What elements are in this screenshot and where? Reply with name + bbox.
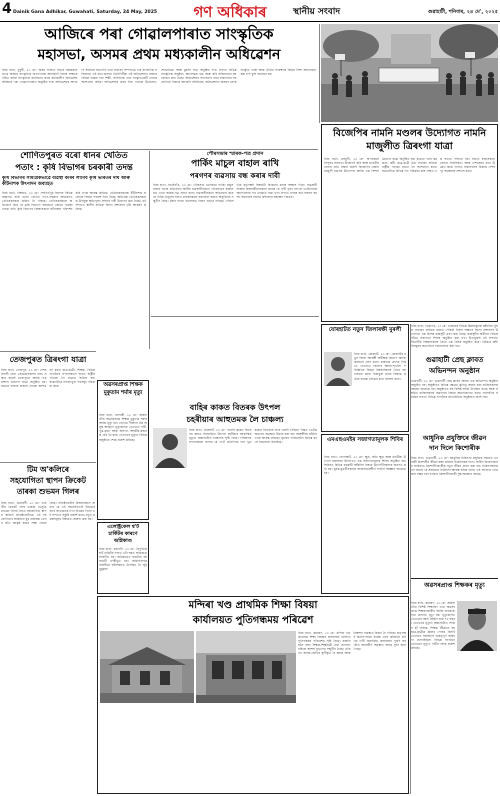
bjp-yatra-article bbox=[321, 124, 498, 322]
teacher-portrait bbox=[457, 601, 497, 651]
jorhat-portrait-image bbox=[324, 352, 352, 386]
school-photo-2 bbox=[196, 631, 296, 703]
digital-life-article bbox=[411, 434, 498, 576]
bjp-yatra-headline: বিজেপিৰ নামনি মণ্ডলৰ উদ্যোগত নামনি মাজুলীত ত্ৰিৰংগা যাত্ৰা bbox=[332, 128, 487, 152]
uthpal-portrait bbox=[153, 428, 187, 468]
cricket-article bbox=[0, 462, 96, 794]
lead-article bbox=[0, 24, 318, 148]
lead-body: নিজ বাৰ্তা, ধুবুৰী, ২৩ মে': অসম সাহিত্য সভাৰ সমান্তৰালভাৱে অসমৰ সাংস্কৃতিক জগতখনক আগবঢ়াই নিয়াৰ লক্ষ্যৰে গঠিত অসম সাংস্কৃতিক মহাসভাৰ প্ৰথম মধ্যকালীন অধিৱেশন আজিৰে পৰা গোৱালপাৰাত অনুষ্ঠিত হ'ব। অধিৱেশনৰ আদৰণি সমিতিৰ সভাপতি তথা সাধাৰণ সম্পাদকে এক সাংবাদিক সন্মিলনত এই কথা জনায়। তিনিদিনীয়া এই অধিৱেশনত ৰাজ্যৰ বিভিন্ন প্ৰান্তৰ পৰা শিল্পী, সাহিত্যিক তথা সংস্কৃতিপ্ৰেমী লোকে অংশগ্ৰহণ কৰিব। অধিৱেশনৰ প্ৰথম দিনা পতাকা উত্তোলন, শোভাযাত্ৰা আৰু মুকলি সভা অনুষ্ঠিত হ'ব। লগতে বিভিন্ন সাংস্কৃতিক অনুষ্ঠান, আলোচনা চক্ৰ আৰু কবি সন্মিলনৰো আয়োজন কৰা হৈছে। অধিৱেশনৰ সফলতাৰ বাবে সকলোৰে সহযোগিতা বিচাৰে আদৰণি সমিতিয়ে। অধিৱেশনত অসমৰ লোকসংস্কৃতি, ভাষা আৰু ঐতিহ্য সংৰক্ষণৰ বিষয়ে বিশদ আলোচনা কৰা হ'ব বুলি জনোৱা হয়। bbox=[2, 68, 316, 85]
retired-teacher-box bbox=[97, 380, 149, 520]
rally-photo bbox=[321, 24, 498, 122]
msme-article bbox=[321, 434, 409, 594]
cricket-headline-2: সহযোগিতা স্থাপন ক্ৰিকেট bbox=[10, 476, 86, 485]
retired-teacher-article bbox=[151, 318, 319, 400]
teacher-death-headline: অৱসৰপ্ৰাপ্ত শিক্ষকৰ মৃত্যু bbox=[424, 582, 485, 589]
parking-body: নিজ বাৰ্তা, বঙাইগাঁও, ২৩ মে': পৌৰসভা এলেকাত পাৰ্কিং মাচুল বাহাল ৰখাৰ প্ৰতিবাদত স্থানীয় ব্যৱসায়ীসকলে পৌৰসভাৰ কাৰ্যালয়ত এখন স্মাৰক-পত্ৰ প্ৰদান কৰে। ব্যৱসায়ীসকলে অভিযোগ কৰে যে পাৰ্কিং মাচুলৰ ফলত গ্ৰাহকসকলে বজাৰলৈ অহাত অসুবিধাৰ সন্মুখীন হৈছে। ইয়াৰ ফলত ব্যৱসায়ত বিৰূপ প্ৰভাৱ পৰিছে। পৌৰসভাৰ কৰ্তৃপক্ষই বিষয়টো বিবেচনা কৰাৰ আশ্বাস দিয়ে। ব্যৱসায়ী সংস্থাৰ বিষয়ববীয়াসকলে জনায় যে দাবী পূৰণ নহ'লে তেওঁলোকে আন্দোলনৰ পথ লোৱাত বাধ্য হ'ব। লগতে নগৰৰ যান-বাহনৰ সমস্যা সমাধানৰ বাবেও প্ৰশাসনৰ হস্তক্ষেপ বিচাৰে। bbox=[153, 183, 317, 204]
school-body: নিজ বাৰ্তা, কামৰূপ, ২৩ মে': মন্দিৰা খণ্ড প্ৰাথমিক শিক্ষা বিষয়াৰ কাৰ্যালয়ৰ চৌহদত পুতিগন্ধময় পৰিৱেশৰ সৃষ্টি হৈছে। কাৰ্যালয়লৈ অহা শিক্ষক-শিক্ষয়িত্ৰী তথা সাধাৰণ ৰাইজে অশেষ দুৰ্ভোগৰ সন্মুখীন হৈছে। চৌহদত জাবৰ-জোঁথৰ স্তূপীকৃত হৈ আছে আৰু নিষ্কাশন ব্যৱস্থাও বিকল হৈ পৰিছে। কৰ্তৃপক্ষই অনতিপলমে ব্যৱস্থা গ্ৰহণ কৰিবলৈ ৰাইজে দাবী জনাইছে। কাৰ্যালয়ৰ পুৰণি ঘৰটোও জৰাজীৰ্ণ অৱস্থাত আছে বুলি জনা গৈছে। bbox=[298, 631, 406, 656]
jorhat-article bbox=[321, 324, 409, 432]
digital-headline-2: দান দিলে কিশোৰীক bbox=[429, 444, 480, 452]
page-number: 4 bbox=[2, 1, 12, 17]
digital-body: নিজ বাৰ্তা, গুৱাহাটী, ২৩ মে': আধুনিক চিকিৎসা প্ৰযুক্তিৰ সহায়ত এগৰাকী কিশোৰীৰ জীৱন ৰক্ষা কৰিলে চিকিৎসকৰ দলে। জটিল অস্ত্ৰোপচাৰৰ জৰিয়তে কিশোৰীগৰাকীক নতুন জীৱন প্ৰদান কৰা হয়। চিকিৎসকসকলে জনায় যে সময়মতে চিকিৎসা আৰম্ভ কৰাৰ ফলত এই সফলতা লাভ কৰা সম্ভৱ হয়। বৰ্তমান কিশোৰীগৰাকী সুস্থ অৱস্থাত আছে। bbox=[411, 456, 498, 477]
paper-line: Dainik Gana Adhikar, Guwahati, Saturday, 24 May, 2025 bbox=[13, 10, 158, 15]
tezpur-article bbox=[0, 351, 96, 461]
parking-headline-2: পৰগণৰ ব্যৱসায় বন্ধ কৰাৰ দাবী bbox=[189, 171, 281, 180]
lead-headline-1: আজিৰে পৰা গোৱালপাৰাত সাংস্কৃতিক bbox=[44, 25, 274, 43]
agri-body: নিজ বাৰ্তা, বিশ্বনাথ, ২৩ মে': শোণিতপুৰ জিলাৰ বিভিন্ন অঞ্চলত বৰো ধানৰ খেতিত পতং-পৰুৱাৰ আক্ৰমণত খেতিয়কসকল চিন্তিত হৈ পৰিছে। খেতিয়কসকলে অভিযোগ কৰে যে কৃষি বিভাগে সময়মতে কোনো ব্যৱস্থা লোৱা নাই। কৃষি বিভাগৰ বিষয়াসকলে ঘটনাস্থল পৰিদৰ্শন কৰি তদন্ত আৰম্ভ কৰিছে। খেতিয়কসকলক কীটনাশক প্ৰয়োগৰ বিষয়ে পৰামৰ্শ দিয়া হৈছে। ক্ষতিগ্ৰস্ত খেতিয়কসকলক উপযুক্ত ক্ষতিপূৰণ প্ৰদানৰ দাবী উত্থাপন কৰা হৈছে। এই সন্দৰ্ভত স্থানীয় ৰাইজে জিলা প্ৰশাসনৰ দৃষ্টি আকৰ্ষণ কৰিছে। bbox=[2, 191, 146, 212]
logo-text: গণ অধিকাৰ bbox=[193, 3, 267, 21]
cricket-body: নিজ বাৰ্তা, গুৱাহাটী, ২৩ মে': ভাৰতীয় ক্ৰিকেট দলৰ তাৰকা খেলুৱৈ শুভমন গিলৰ সৈতে সহযোগিতা স্থাপন কৰিলে প্ৰতিষ্ঠানটোৱে। এই সহযোগিতাৰ জৰিয়তে যুৱ প্ৰজন্মক খেলৰ প্ৰতি আকৃষ্ট কৰাৰ লক্ষ্য লোৱা হৈছে। প্ৰতিষ্ঠানটোৰ বিষয়াসকলে জনায় যে এই সহযোগিতাই উভয়ৰে বাবে লাভজনক হ'ব। শুভমন গিলে এই সন্দৰ্ভত সন্তুষ্টি প্ৰকাশ কৰে। নতুন প্ৰকল্পসমূহৰ বিষয়েও ঘোষণা কৰা হয়। bbox=[1, 501, 95, 526]
school-body-lower bbox=[100, 705, 296, 791]
retired-teacher-body: নিজ বাৰ্তা, নলবাৰী, ২৩ মে': অঞ্চলটোৰ অৱসৰপ্ৰাপ্ত শিক্ষক মুকুতাম শৰ্মাৰ আজি মৃত্যু হয়। তেখেত দীৰ্ঘদিন ধৰি অসুস্থ আছিল। মৃত্যুকালত তেখেতে পত্নী, পুত্ৰ-কন্যা আৰু অসংখ্য আত্মীয়-স্বজনক এৰি থৈ যায়। তেখেতৰ মৃত্যুত বিভিন্ন অনুষ্ঠানে শোক প্ৰকাশ কৰিছে। bbox=[99, 413, 147, 442]
tezpur-headline: তেজপুৰত ত্ৰিৰংগা যাত্ৰা bbox=[9, 355, 87, 364]
school-photo-1 bbox=[100, 631, 194, 703]
teacher-death-article bbox=[411, 578, 498, 794]
fire-headline: এলেক্ট্ৰিকেল শ্ব'ৰ্ট চাৰ্কিটৰ কাৰণে অগ্নিকাণ্ড bbox=[106, 524, 140, 544]
uthpal-body: নিজ বাৰ্তা, যোৰহাট, ২৩ মে': বাতৰি কাকত বিতৰণৰ কামত নিয়োজিত উৎপল চহৰীয়াৰ আকস্মিক মৃত্যুত অঞ্চলটোত চাঞ্চল্যৰ সৃষ্টি হৈছে। পৰিয়ালৰ সদস্যসকলে জনায় যে তেওঁ প্ৰতিদিনৰ দৰে পুৱা কাকত বিতৰণৰ বাবে ওলাই গৈছিল। পিছত তেওঁক অচেতন অৱস্থাত উদ্ধাৰ কৰা হয়। আৰক্ষীয়ে ঘটনাৰ তদন্ত আৰম্ভ কৰিছে। মৃতকৰ পৰিয়াললৈ বিভিন্ন মহলে সমবেদনা জনাইছে। bbox=[189, 428, 317, 445]
retired-teacher-headline: অৱসৰপ্ৰাপ্ত শিক্ষক মুকুতাম শৰ্মাৰ মৃত্যু bbox=[103, 382, 143, 396]
parking-headline-1: পাৰ্কিং মাচুল বাহাল ৰাখি bbox=[191, 159, 279, 169]
press-headline-1: গুৱাহাটী প্ৰেছ ক্লাবত bbox=[425, 356, 484, 364]
school-photo-2-image bbox=[196, 631, 296, 703]
uthpal-portrait-image bbox=[153, 428, 187, 468]
agri-article bbox=[0, 151, 148, 349]
dateline-right: গুৱাহাটী, শনিবাৰ, ২৪ মে', ২০২৫ bbox=[428, 9, 498, 15]
press-body: গুৱাহাটী, ২৩ মে': গুৱাহাটী প্ৰেছ ক্লাবত আজি এক অভিনন্দন অনুষ্ঠান অনুষ্ঠিত হয়। অনুষ্ঠানত বিভিন্ন ক্ষেত্ৰত কৃতিত্ব অৰ্জন কৰা ব্যক্তিসকলক সম্বৰ্ধনা জনোৱা হয়। অনুষ্ঠানত বহু বিশিষ্ট ব্যক্তি উপস্থিত থাকে আৰু সম্বৰ্ধিত ব্যক্তিসকলৰ অৱদানৰ বিষয়ে আলোকপাত কৰে। সাংবাদিক সমাজৰ লগতে বিভিন্ন সংগঠনৰ প্ৰতিনিধিয়ে অনুষ্ঠানত অংশ লয়। bbox=[411, 379, 498, 400]
jorhat-body: নিজ বাৰ্তা, যোৰহাট, ২৩ মে': যোৰহাটৰ নতুন জিলা আৰক্ষী অধীক্ষক হিচাপে আজি কাৰ্যভাৰ গ্ৰহণ কৰে। কাৰ্যভাৰ গ্ৰহণৰ পিছতে তেখেতে জিলাৰ আইন-শৃংখলা পৰিস্থিতিৰ বিষয়ে বিষয়াসকলৰ সৈতে আলোচনা কৰে। নিচাযুক্ত দ্ৰব্যৰ বিৰুদ্ধে কঠোৰ ব্যৱস্থা লোৱাৰ কথা ঘোষণা কৰে। bbox=[354, 352, 406, 381]
press-headline-2: অভিনন্দন অনুষ্ঠান bbox=[429, 367, 480, 375]
cricket-headline-1: টিম অ'কলিৰে bbox=[26, 465, 70, 474]
school-photo-1-image bbox=[100, 631, 194, 703]
section-title: স্থানীয় সংবাদ bbox=[293, 7, 341, 17]
misc-right-body: নিজ বাৰ্তা, ডিব্ৰুগড়, ২৩ মে': চৰকাৰৰ বিভিন্ন উন্নয়নমূলক আঁচনিৰ সুফল সাধাৰণ ৰাইজৰ মাজত পৌছাই দিয়াৰ লক্ষ্যৰে জিলা প্ৰশাসনৰ উদ্যোগত এক বিশেষ কাৰ্যসূচী গ্ৰহণ কৰা হৈছে। কাৰ্যসূচীৰ অধীনত বিভিন্ন গাঁৱত সজাগতা শিবিৰ অনুষ্ঠিত কৰা হ'ব। উপায়ুক্তই এই সন্দৰ্ভত বিভাগীয় বিষয়াসকলৰ সৈতে এক বৈঠক অনুষ্ঠিত কৰে। বৈঠকত আঁচনিসমূহৰ অগ্ৰগতিৰ পৰ্যালোচনা কৰা হয়। bbox=[411, 324, 498, 349]
school-headline-2: কাৰ্যালয়ত পুতিগন্ধময় পৰিৱেশ bbox=[192, 615, 314, 626]
uthpal-headline-2: চহৰীয়াৰ আহুতমক লৈ চাঞ্চল্য bbox=[186, 415, 284, 424]
cricket-headline-3: তাৰকা শুভমন গিলৰ bbox=[16, 487, 80, 496]
uthpal-headline-1: বাহিৰ কাকত বিতৰক উৎপল bbox=[189, 403, 281, 412]
masthead bbox=[0, 0, 500, 22]
school-headline-1: মন্দিৰা খণ্ড প্ৰাথমিক শিক্ষা বিষয়া bbox=[188, 600, 318, 611]
logo bbox=[170, 1, 290, 20]
rally-photo-image bbox=[321, 24, 498, 122]
agri-kicker: পতাং : কৃষি বিভাগৰ চৰকাৰী তদন্ত bbox=[15, 163, 133, 173]
jorhat-headline: যোৰহাটত নতুন জিলাৰক্ষী মুৰলী bbox=[328, 327, 402, 333]
misc-right-article bbox=[411, 324, 498, 354]
bjp-yatra-body: নিজ বাৰ্তা, মাজুলী, ২৩ মে': অপাৰেচন সিন্দূৰৰ সফলতা উদযাপন কৰি আৰু ভাৰতীয় সেনাৰ প্ৰতি সন্মান জনাই বিজেপিৰ নামনি মাজুলী মণ্ডলৰ উদ্যোগত আজি এক বিশাল ত্ৰিৰংগা যাত্ৰা অনুষ্ঠিত হয়। যাত্ৰাত দলৰ কৰ্মকৰ্তা, কৰ্মী, ছাত্ৰ-ছাত্ৰী তথা সাধাৰণ ৰাইজে ৰাষ্ট্ৰীয় পতাকা হাতত লৈ অংশগ্ৰহণ কৰে। যাত্ৰাটোৱে বিভিন্ন পথ পৰিক্ৰমা কৰি শেষত এক সভাত পৰিণত হয়। সভাত বক্তাসকলে সেনাৰ সাহসিকতা আৰু দেশপ্ৰেমৰ কথা উল্লেখ কৰে। লগতে সন্ত্ৰাসবাদৰ বিৰুদ্ধে দেশৰ দৃঢ় অৱস্থানৰ প্ৰশংসা কৰে। bbox=[324, 157, 495, 174]
agri-sub: কৃষি বিভাগৰ সামগ্ৰিকভাৱে ব্যৱস্থা কৰিব লাগিব কৃষি ভাৰতৰ দীঘ আৰু কীটনাশক উৎপাদন অব্যাহত bbox=[2, 176, 130, 187]
parking-article bbox=[151, 151, 319, 315]
digital-headline-1: আধুনিক প্ৰযুক্তিৰে জীৱন bbox=[422, 434, 487, 442]
agri-headline: শোণিতপুৰত বৰো ধানৰ খেতিত bbox=[20, 151, 128, 161]
teacher-death-body: নিজ বাৰ্তা, কামৰূপ, ২৩ মে': অঞ্চলটোৰ বিশিষ্ট শিক্ষাবিদ তথা অৱসৰপ্ৰাপ্ত শিক্ষকগৰাকীৰ আজি বাৰ্ধক্যজনিত কাৰণত মৃত্যু হয়। মৃত্যুকালত তেখেতৰ বয়স হৈছিল প্ৰায় ৭৮ বছৰ। তেখেতৰ মৃত্যুত অঞ্চলটোত শোকৰ ছাঁ পৰিছে। শিক্ষক জীৱনত বহু ছাত্ৰ-ছাত্ৰীক জ্ঞানৰ পোহৰ বিলাই তেখেতে সমাজলৈ গুৰুত্বপূৰ্ণ অৰিহণা যোগাইছিল। বিভিন্ন সংগঠনে তেখেতৰ মৃত্যুত গভীৰ শোক প্ৰকাশ কৰিছে। bbox=[411, 601, 455, 651]
msme-headline: এমএছএমইৰ সজাগতামূলক শিবিৰ bbox=[326, 437, 404, 443]
school-article bbox=[97, 596, 409, 794]
tezpur-body: নিজ বাৰ্তা, তেজপুৰ, ২৩ মে': দেশৰ সাহসী সেনা জোৱানসকলৰ প্ৰতি সন্মান জনাই তেজপুৰত আজি এক বিশাল ত্ৰিৰংগা যাত্ৰা অনুষ্ঠিত হয়। যাত্ৰাত হাজাৰ হাজাৰ লোকে অংশগ্ৰহণ কৰে। ছাত্ৰ-ছাত্ৰী, শিক্ষক, বিভিন্ন সংগঠনৰ সদস্যসকলে হাতত ৰাষ্ট্ৰীয় পতাকা লৈ যাত্ৰাত শামিল হয়। যাত্ৰাটোৱে নগৰৰ মুখ্য পথসমূহ পৰিক্ৰমা কৰে। bbox=[1, 368, 95, 389]
guwahati-press-block bbox=[411, 355, 498, 433]
msme-body: নিজ বাৰ্তা, গোলাঘাট, ২৩ মে': ক্ষুদ্ৰ, অতি ক্ষুদ্ৰ আৰু মধ্যমীয়া উদ্যোগ মন্ত্ৰালয়ৰ উদ্যোগত এক সজাগতামূলক শিবিৰ অনুষ্ঠিত হয়। শিবিৰত বিভিন্ন চৰকাৰী আঁচনিৰ বিষয়ে উদ্যোগীসকলক অৱগত কৰা হয়। যুৱক-যুৱতীসকলক আত্মনিৰ্ভৰশীল হ'বলৈ আহ্বান জনোৱা হয়। bbox=[324, 455, 406, 476]
fire-body: নিজ বাৰ্তা, বৰপেটা, ২৩ মে': বৈদ্যুতিক শ্ব'ৰ্ট চাৰ্কিটৰ ফলত এটা ঘৰত অগ্নিকাণ্ড সংঘটিত হয়। অগ্নিকাণ্ডত ঘৰটোৰ বহু সামগ্ৰী ভস্মীভূত হয়। অগ্নিনিৰ্বাপক বাহিনীয়ে ঘটনাস্থলত উপস্থিত হৈ জুই নুমুৱায়। bbox=[99, 547, 147, 572]
parking-tagline: পৌৰসভাৰ স্মাৰক-পত্ৰ প্ৰদান bbox=[206, 151, 264, 157]
jorhat-portrait bbox=[324, 352, 352, 386]
teacher-portrait-image bbox=[457, 601, 497, 651]
fire-article bbox=[97, 522, 149, 594]
lead-headline-2: মহাসভা, অসমৰ প্ৰথম মধ্যকালীন অধিৱেশন bbox=[37, 47, 281, 63]
